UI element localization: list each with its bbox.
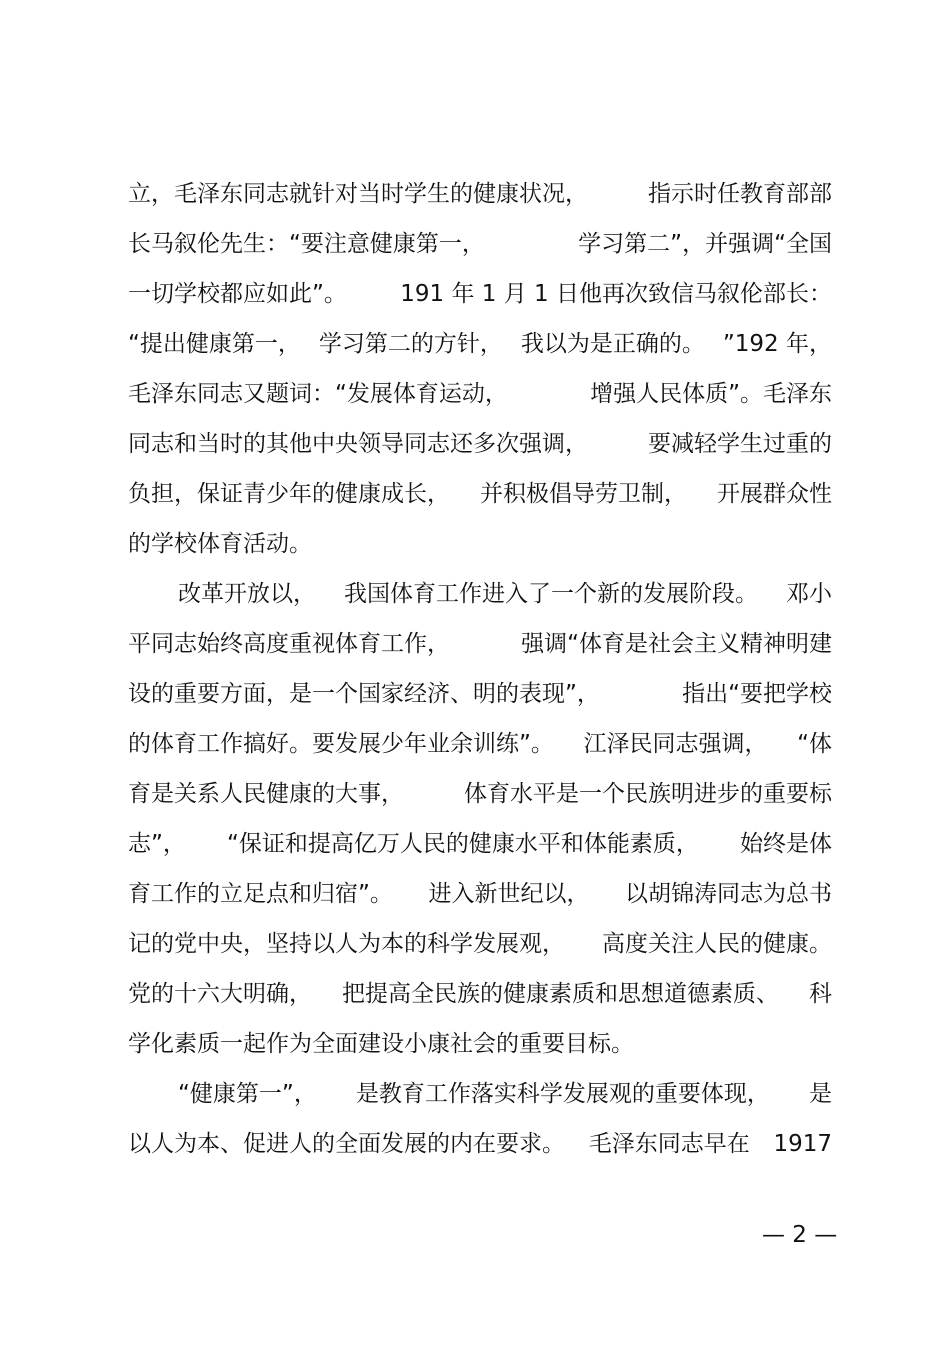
text-line bbox=[128, 678, 832, 710]
text-segment: 学化素质一起作为全面建设小康社会的重要目标。 bbox=[128, 1031, 634, 1057]
page-number: — 2 — bbox=[762, 1222, 838, 1248]
text-segment: ”192 年， bbox=[722, 331, 832, 357]
text-line bbox=[128, 1028, 832, 1060]
text-segment: 同志和当时的其他中央领导同志还多次强调， bbox=[128, 431, 588, 457]
text-segment: 学习第二”，并强调“全国 bbox=[578, 231, 832, 257]
text-segment: “保证和提高亿万人民的健康水平和体能素质， bbox=[227, 831, 699, 857]
text-segment: 学习第二的方针， bbox=[318, 331, 503, 357]
text-segment: 增强人民体质”。毛泽东 bbox=[590, 381, 832, 407]
text-line bbox=[128, 778, 832, 810]
text-segment: 育是关系人民健康的大事， bbox=[128, 781, 404, 807]
text-segment: 191 年 1 月 1 日他再次致信马叙伦部长： bbox=[400, 281, 832, 307]
text-segment: “健康第一”， bbox=[178, 1081, 317, 1107]
text-segment: “提出健康第一， bbox=[128, 331, 301, 357]
text-segment: 的学校体育活动。 bbox=[128, 531, 312, 557]
text-segment: 长马叙伦先生：“要注意健康第一， bbox=[128, 231, 485, 257]
text-segment: 强调“体育是社会主义精神明建 bbox=[521, 631, 832, 657]
text-segment: 设的重要方面，是一个国家经济、明的表现”， bbox=[128, 681, 600, 707]
text-line bbox=[128, 228, 832, 260]
text-segment: 我以为是正确的。 bbox=[520, 331, 705, 357]
text-segment: 科 bbox=[809, 981, 832, 1007]
text-segment: 邓小 bbox=[786, 581, 832, 607]
text-segment: 立，毛泽东同志就针对当时学生的健康状况， bbox=[128, 181, 588, 207]
text-line bbox=[128, 478, 832, 510]
text-line bbox=[178, 1078, 832, 1110]
text-segment: 并积极倡导劳卫制， bbox=[480, 481, 687, 507]
text-segment: 平同志始终高度重视体育工作， bbox=[128, 631, 450, 657]
text-line bbox=[128, 178, 832, 210]
text-line bbox=[128, 1128, 832, 1160]
text-line bbox=[128, 928, 832, 960]
text-segment: 以胡锦涛同志为总书 bbox=[624, 881, 832, 907]
text-segment: 毛泽东同志早在 bbox=[588, 1131, 750, 1157]
text-segment: 以人为本、促进人的全面发展的内在要求。 bbox=[128, 1131, 565, 1157]
text-segment: 毛泽东同志又题词：“发展体育运动， bbox=[128, 381, 508, 407]
text-segment: 党的十六大明确， bbox=[128, 981, 312, 1007]
text-line bbox=[128, 278, 832, 310]
text-segment: 我国体育工作进入了一个新的发展阶段。 bbox=[344, 581, 758, 607]
text-segment: 进入新世纪以， bbox=[428, 881, 590, 907]
text-segment: 江泽民同志强调， bbox=[583, 731, 768, 757]
text-segment: 负担，保证青少年的健康成长， bbox=[128, 481, 450, 507]
text-segment: 的体育工作搞好。要发展少年业余训练”。 bbox=[128, 731, 554, 757]
text-segment: 育工作的立足点和归宿”。 bbox=[128, 881, 393, 907]
text-line bbox=[128, 728, 832, 760]
text-segment: 高度关注人民的健康。 bbox=[602, 931, 832, 957]
text-segment: 是 bbox=[809, 1081, 832, 1107]
text-line bbox=[128, 328, 832, 360]
text-segment: 把提高全民族的健康素质和思想道德素质、 bbox=[342, 981, 779, 1007]
text-line bbox=[128, 828, 832, 860]
text-segment: 记的党中央，坚持以人为本的科学发展观， bbox=[128, 931, 565, 957]
text-line bbox=[128, 378, 832, 410]
text-line bbox=[128, 978, 832, 1010]
text-line bbox=[128, 878, 832, 910]
text-line bbox=[178, 578, 832, 610]
text-segment: 始终是体 bbox=[740, 831, 832, 857]
text-segment: 志”， bbox=[128, 831, 186, 857]
text-segment: 指出“要把学校 bbox=[682, 681, 832, 707]
text-line bbox=[128, 428, 832, 460]
text-segment: “体 bbox=[797, 731, 832, 757]
text-segment: 开展群众性 bbox=[717, 481, 832, 507]
text-line bbox=[128, 628, 832, 660]
text-segment: 改革开放以， bbox=[178, 581, 316, 607]
text-line bbox=[128, 528, 832, 560]
text-segment: 要减轻学生过重的 bbox=[648, 431, 832, 457]
text-segment: 体育水平是一个民族明进步的重要标 bbox=[464, 781, 832, 807]
text-segment: 一切学校都应如此”。 bbox=[128, 281, 347, 307]
text-segment: 是教育工作落实科学发展观的重要体现， bbox=[355, 1081, 770, 1107]
text-segment: 指示时任教育部部 bbox=[648, 181, 832, 207]
text-segment: 1917 bbox=[773, 1131, 832, 1157]
